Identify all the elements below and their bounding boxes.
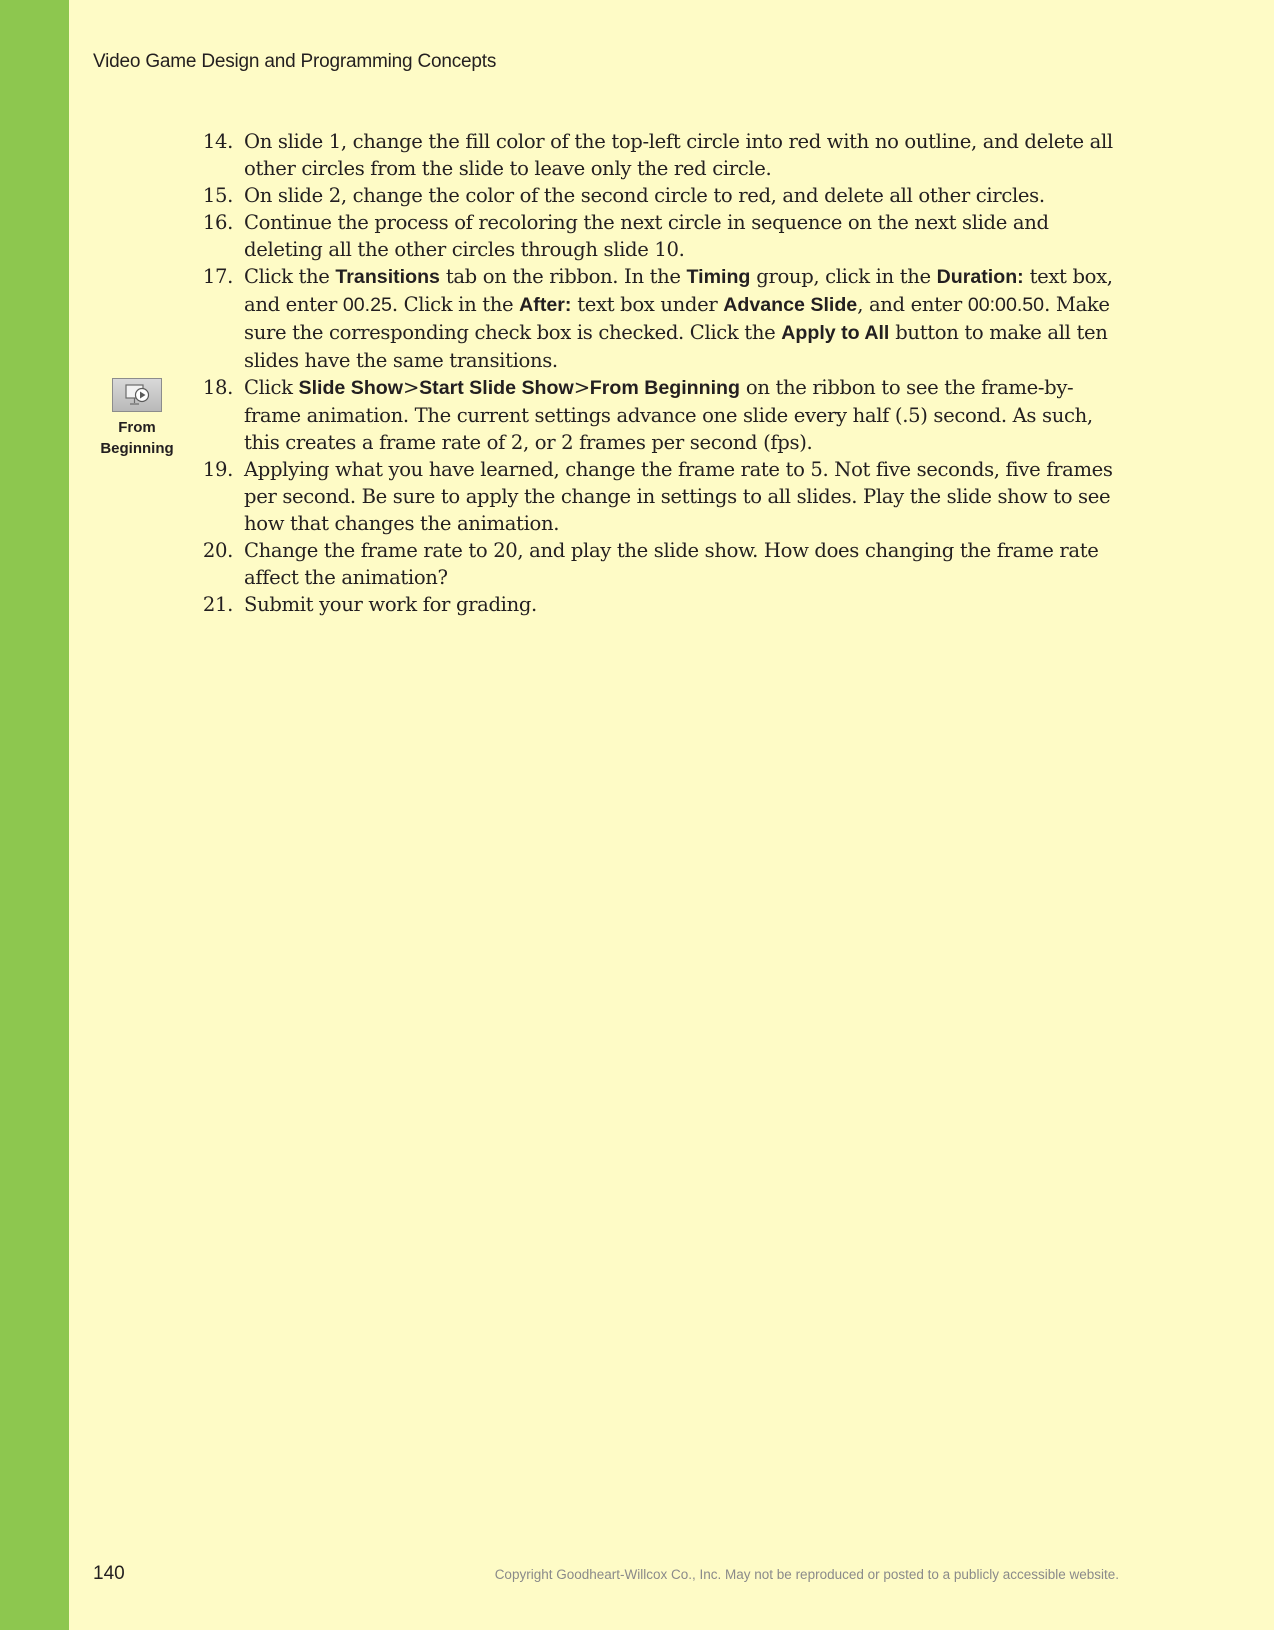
menu-separator: > (403, 376, 420, 399)
entry-value-after: 00:00.50 (967, 294, 1045, 316)
entry-value-duration: 00.25 (342, 294, 392, 316)
ui-term-advance-slide: Advance Slide (723, 294, 858, 316)
margin-color-bar (0, 0, 69, 1630)
slideshow-from-beginning-icon (112, 378, 162, 412)
step-21 (195, 591, 1120, 618)
step-list (195, 128, 1120, 618)
step-text: Submit your work for grading. (244, 593, 537, 616)
step-text: text box, and enter (244, 265, 1113, 316)
step-number: 15. (202, 184, 233, 207)
step-text: button to make all ten slides have the same transitions. (244, 321, 1108, 372)
step-text: on the ribbon to see the frame-by-frame animation. The current settings advance one slide every half (.5) second. As such, this creates a frame rate of 2, or 2 frames per second (fps). (244, 376, 1093, 454)
ui-term-duration: Duration: (936, 266, 1024, 288)
ui-term-start-slide-show: Start Slide Show (419, 377, 574, 399)
step-number: 19. (202, 458, 233, 481)
step-text: Change the frame rate to 20, and play the slide show. How does changing the frame rate affect the animation? (244, 539, 1099, 589)
step-20 (195, 537, 1120, 591)
step-text: On slide 1, change the fill color of the top-left circle into red with no outline, and delete all other circles from the slide to leave only the red circle. (244, 130, 1113, 180)
step-number: 17. (202, 265, 233, 288)
step-text: Continue the process of recoloring the next circle in sequence on the next slide and deleting all the other circles through slide 10. (244, 211, 1049, 261)
margin-label-line2: Beginning (100, 440, 174, 457)
ui-term-apply-to-all: Apply to All (781, 322, 890, 344)
running-head: Video Game Design and Programming Concepts (93, 51, 497, 72)
ui-term-transitions: Transitions (335, 266, 440, 288)
margin-label-line1: From (118, 419, 156, 436)
step-text: tab on the ribbon. In the (439, 265, 687, 288)
margin-icon-label (95, 417, 179, 459)
menu-separator: > (573, 376, 590, 399)
step-text: Applying what you have learned, change the frame rate to 5. Not five seconds, five frames per second. Be sure to apply the change in settings to all slides. Play the slide show to see how that changes the animation. (244, 458, 1113, 535)
copyright-notice: Copyright Goodheart-Willcox Co., Inc. May not be reproduced or posted to a publicly accessible website. (494, 1567, 1119, 1582)
step-number: 14. (202, 130, 233, 153)
step-number: 16. (202, 211, 233, 234)
step-text: On slide 2, change the color of the second circle to red, and delete all other circles. (244, 184, 1045, 207)
step-18 (195, 374, 1120, 456)
step-15 (195, 182, 1120, 209)
ui-term-timing: Timing (686, 266, 751, 288)
step-number: 20. (202, 539, 233, 562)
step-text: , and enter (857, 293, 968, 316)
step-16 (195, 209, 1120, 263)
page-number: 140 (93, 1563, 125, 1584)
step-text: . Make sure the corresponding check box is checked. Click the (244, 293, 1110, 344)
step-number: 21. (202, 593, 233, 616)
step-text: group, click in the (750, 265, 937, 288)
step-19 (195, 456, 1120, 537)
step-text: Click the (244, 265, 336, 288)
ui-term-from-beginning: From Beginning (589, 377, 740, 399)
step-text: Click (244, 376, 299, 399)
step-17 (195, 263, 1120, 374)
step-text: . Click in the (391, 293, 520, 316)
step-text: text box under (571, 293, 724, 316)
step-14 (195, 128, 1120, 182)
ui-term-slide-show: Slide Show (298, 377, 404, 399)
step-number: 18. (202, 376, 233, 399)
ui-term-after: After: (519, 294, 572, 316)
